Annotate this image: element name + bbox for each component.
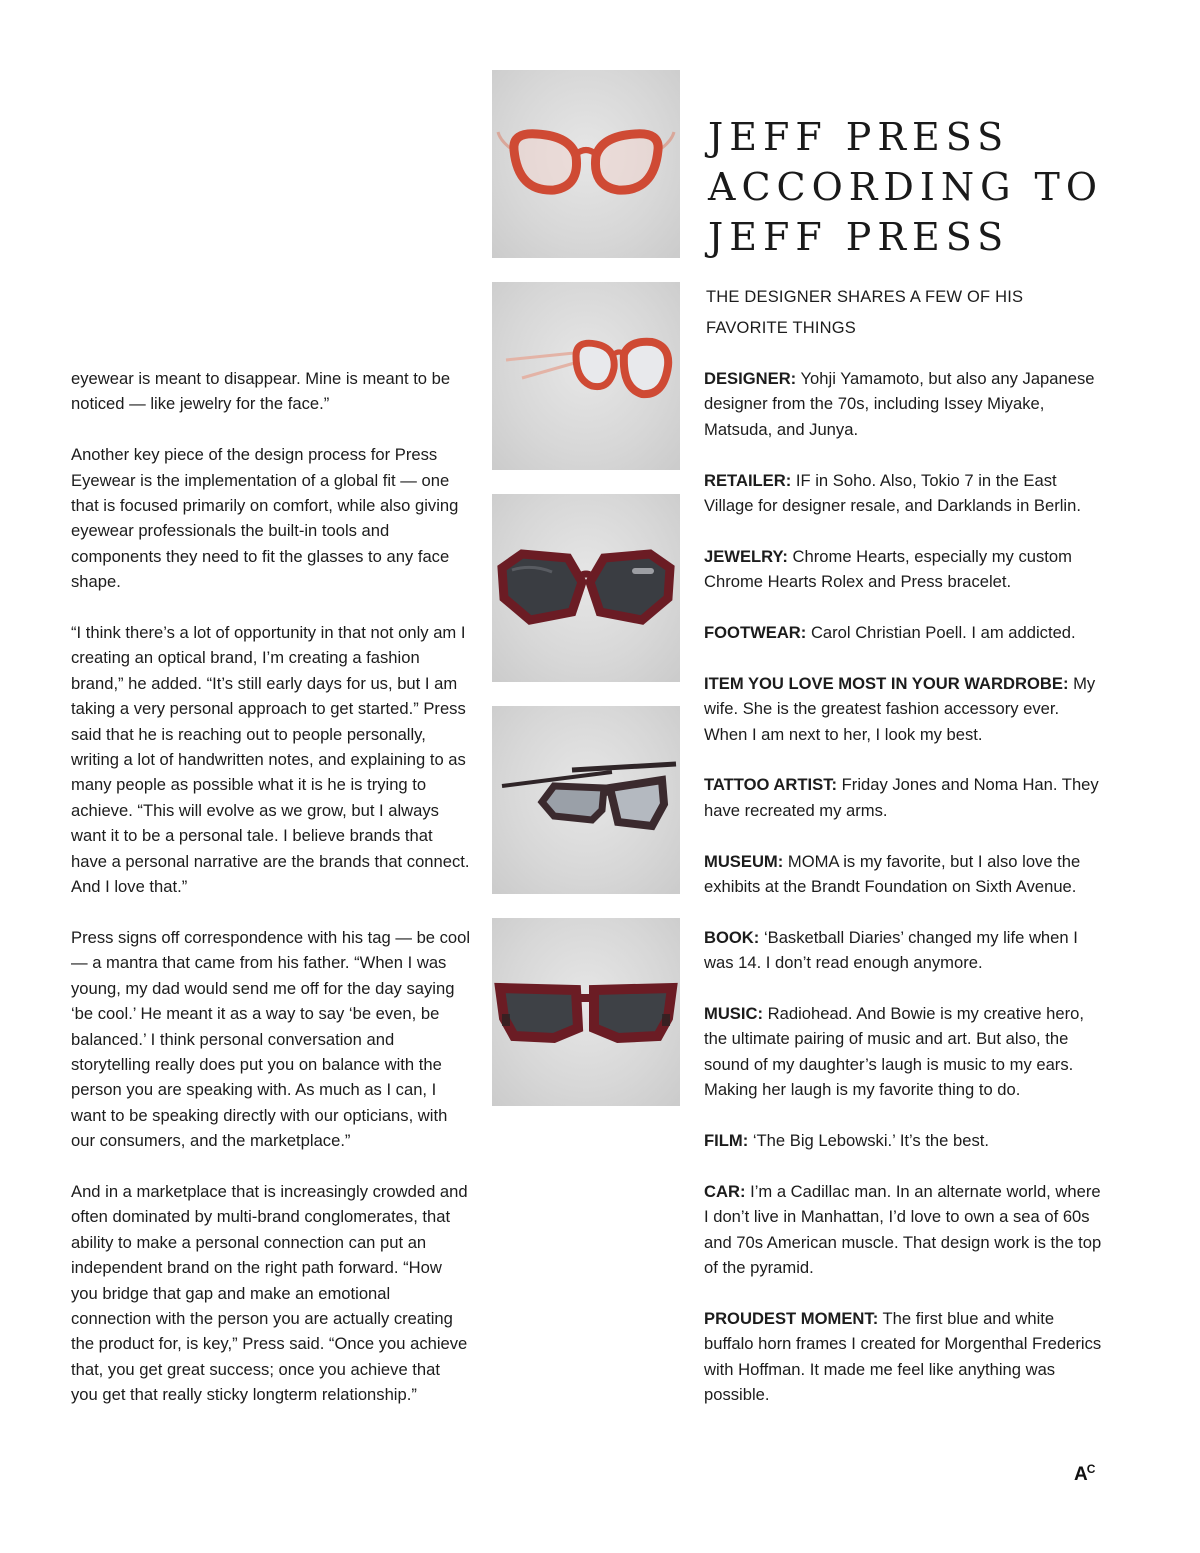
title-line-3: JEFF PRESS [708, 215, 1010, 259]
favorite-text: ‘The Big Lebowski.’ It’s the best. [752, 1131, 989, 1151]
body-paragraph-2: Another key piece of the design process for Press Eyewear is the implementation of a global fit — one that is focused primarily on comfort, while also giving eyewear professionals the built-in tools and components they need to fit the glasses to any face shape. [71, 445, 459, 592]
burgundy-square-sunglasses-photo [492, 918, 680, 1106]
favorites-list [704, 366, 1104, 1433]
favorite-footwear [704, 620, 1104, 645]
article-body [71, 366, 471, 1433]
red-cat-eye-glasses-photo [492, 282, 680, 470]
body-paragraph-1: eyewear is meant to disappear. Mine is meant to be noticed — like jewelry for the face.” [71, 369, 451, 414]
eyewear-photo-column [492, 70, 680, 1130]
favorite-film [704, 1128, 1104, 1153]
favorite-text: IF in Soho. Also, Tokio 7 in the East Village for designer resale, and Darklands in Berlin. [704, 470, 1081, 516]
body-paragraph-3: “I think there’s a lot of opportunity in that not only am I creating an optical brand, I’m creating a fashion brand,” he added. “It’s still early days for us, but I am taking a very personal approach to get started.” Press said that he is reaching out to people personally, writing a lot of handwritten notes, and explaining to as many people as possible what it is he is trying to achieve. “This will evolve as we grow, but I always want it to be a personal tale. I believe brands that have a personal narrative are the brands that connect. And I love that.” [71, 623, 470, 897]
favorite-label: FOOTWEAR: [704, 623, 807, 643]
favorite-book [704, 925, 1104, 976]
favorite-text: ‘Basketball Diaries’ changed my life when I was 14. I don’t read enough anymore. [704, 927, 1078, 973]
favorite-car [704, 1179, 1104, 1281]
favorite-label: PROUDEST MOMENT: [704, 1308, 879, 1328]
dark-square-sunglasses-photo [492, 706, 680, 894]
title-line-1: JEFF PRESS [708, 115, 1010, 159]
favorite-text: My wife. She is the greatest fashion accessory ever. When I am next to her, I look my best. [704, 673, 1096, 744]
body-paragraph-5: And in a marketplace that is increasingly crowded and often dominated by multi-brand conglomerates, that ability to make a personal connection can put an independent brand on the right path forward. “How you bridge that gap and make an emotional connection with the person you are actually creating the product for, is key,” Press said. “Once you achieve that, you get great success; once you achieve that you get that really sticky longterm relationship.” [71, 1181, 468, 1405]
favorite-text: Yohji Yamamoto, but also any Japanese designer from the 70s, including Issey Miyake, Matsuda, and Junya. [704, 369, 1095, 439]
favorite-wardrobe-item [704, 671, 1104, 747]
favorite-text: Radiohead. And Bowie is my creative hero, the ultimate pairing of music and art. But also, the sound of my daughter’s laugh is music to my ears. Making her laugh is my favorite thing to do. [704, 1004, 1084, 1100]
favorite-tattoo-artist [704, 772, 1104, 823]
logo-letter: A [1074, 1464, 1088, 1485]
logo-superscript: C [1086, 1462, 1096, 1476]
subtitle-line-1: THE DESIGNER SHARES A FEW OF HIS [706, 288, 1024, 306]
favorite-label: FILM: [704, 1131, 749, 1151]
favorite-text: MOMA is my favorite, but I also love the exhibits at the Brandt Foundation on Sixth Avenue. [704, 851, 1081, 897]
red-cat-eye-glasses-angled-icon [492, 282, 680, 470]
subtitle-line-2: FAVORITE THINGS [706, 319, 856, 337]
favorite-text: The first blue and white buffalo horn frames I created for Morgenthal Frederics with Hoffman. It made me feel like anything was possible. [704, 1308, 1102, 1405]
burgundy-square-sunglasses-icon [492, 918, 680, 1106]
favorite-label: DESIGNER: [704, 369, 797, 388]
burgundy-hexagon-sunglasses-icon [492, 494, 680, 682]
article-title [708, 112, 1178, 262]
publication-logo [1074, 1464, 1095, 1486]
favorite-text: Carol Christian Poell. I am addicted. [810, 623, 1076, 643]
favorite-museum [704, 849, 1104, 900]
favorite-label: TATTOO ARTIST: [704, 775, 838, 795]
favorite-text: Friday Jones and Noma Han. They have recreated my arms. [704, 775, 1099, 820]
dark-square-sunglasses-angled-icon [492, 706, 680, 894]
favorite-label: JEWELRY: [704, 546, 788, 566]
burgundy-hexagon-sunglasses-photo [492, 494, 680, 682]
favorite-label: MUSEUM: [704, 851, 784, 871]
favorite-text: Chrome Hearts, especially my custom Chrome Hearts Rolex and Press bracelet. [704, 546, 1072, 592]
favorite-text: I’m a Cadillac man. In an alternate world, where I don’t live in Manhattan, I’d love to own a sea of 60s and 70s American muscle. That design work is the top of the pyramid. [704, 1181, 1102, 1278]
favorite-label: BOOK: [704, 927, 760, 947]
article-subtitle [706, 282, 1066, 344]
body-paragraph-4: Press signs off correspondence with his tag — be cool — a mantra that came from his father. “When I was young, my dad would send me off for the day saying ‘be cool.’ He meant it as a way to say ‘be even, be balanced.’ I think personal conversation and storytelling really does put you on balance with the person you are speaking with. As much as I can, I want to be speaking directly with our opticians, with our consumers, and the marketplace.” [71, 927, 471, 1151]
favorite-label: ITEM YOU LOVE MOST IN YOUR WARDROBE: [704, 673, 1069, 693]
favorite-proudest-moment [704, 1306, 1104, 1408]
favorite-label: RETAILER: [704, 470, 792, 490]
red-round-optical-glasses-icon [492, 70, 680, 258]
title-line-2: ACCORDING TO [708, 165, 1104, 209]
favorite-label: MUSIC: [704, 1004, 763, 1024]
favorite-designer [704, 366, 1104, 442]
red-round-optical-glasses-photo [492, 70, 680, 258]
favorite-retailer [704, 468, 1104, 519]
favorite-jewelry [704, 544, 1104, 595]
favorite-music [704, 1001, 1104, 1103]
favorite-label: CAR: [704, 1181, 746, 1201]
